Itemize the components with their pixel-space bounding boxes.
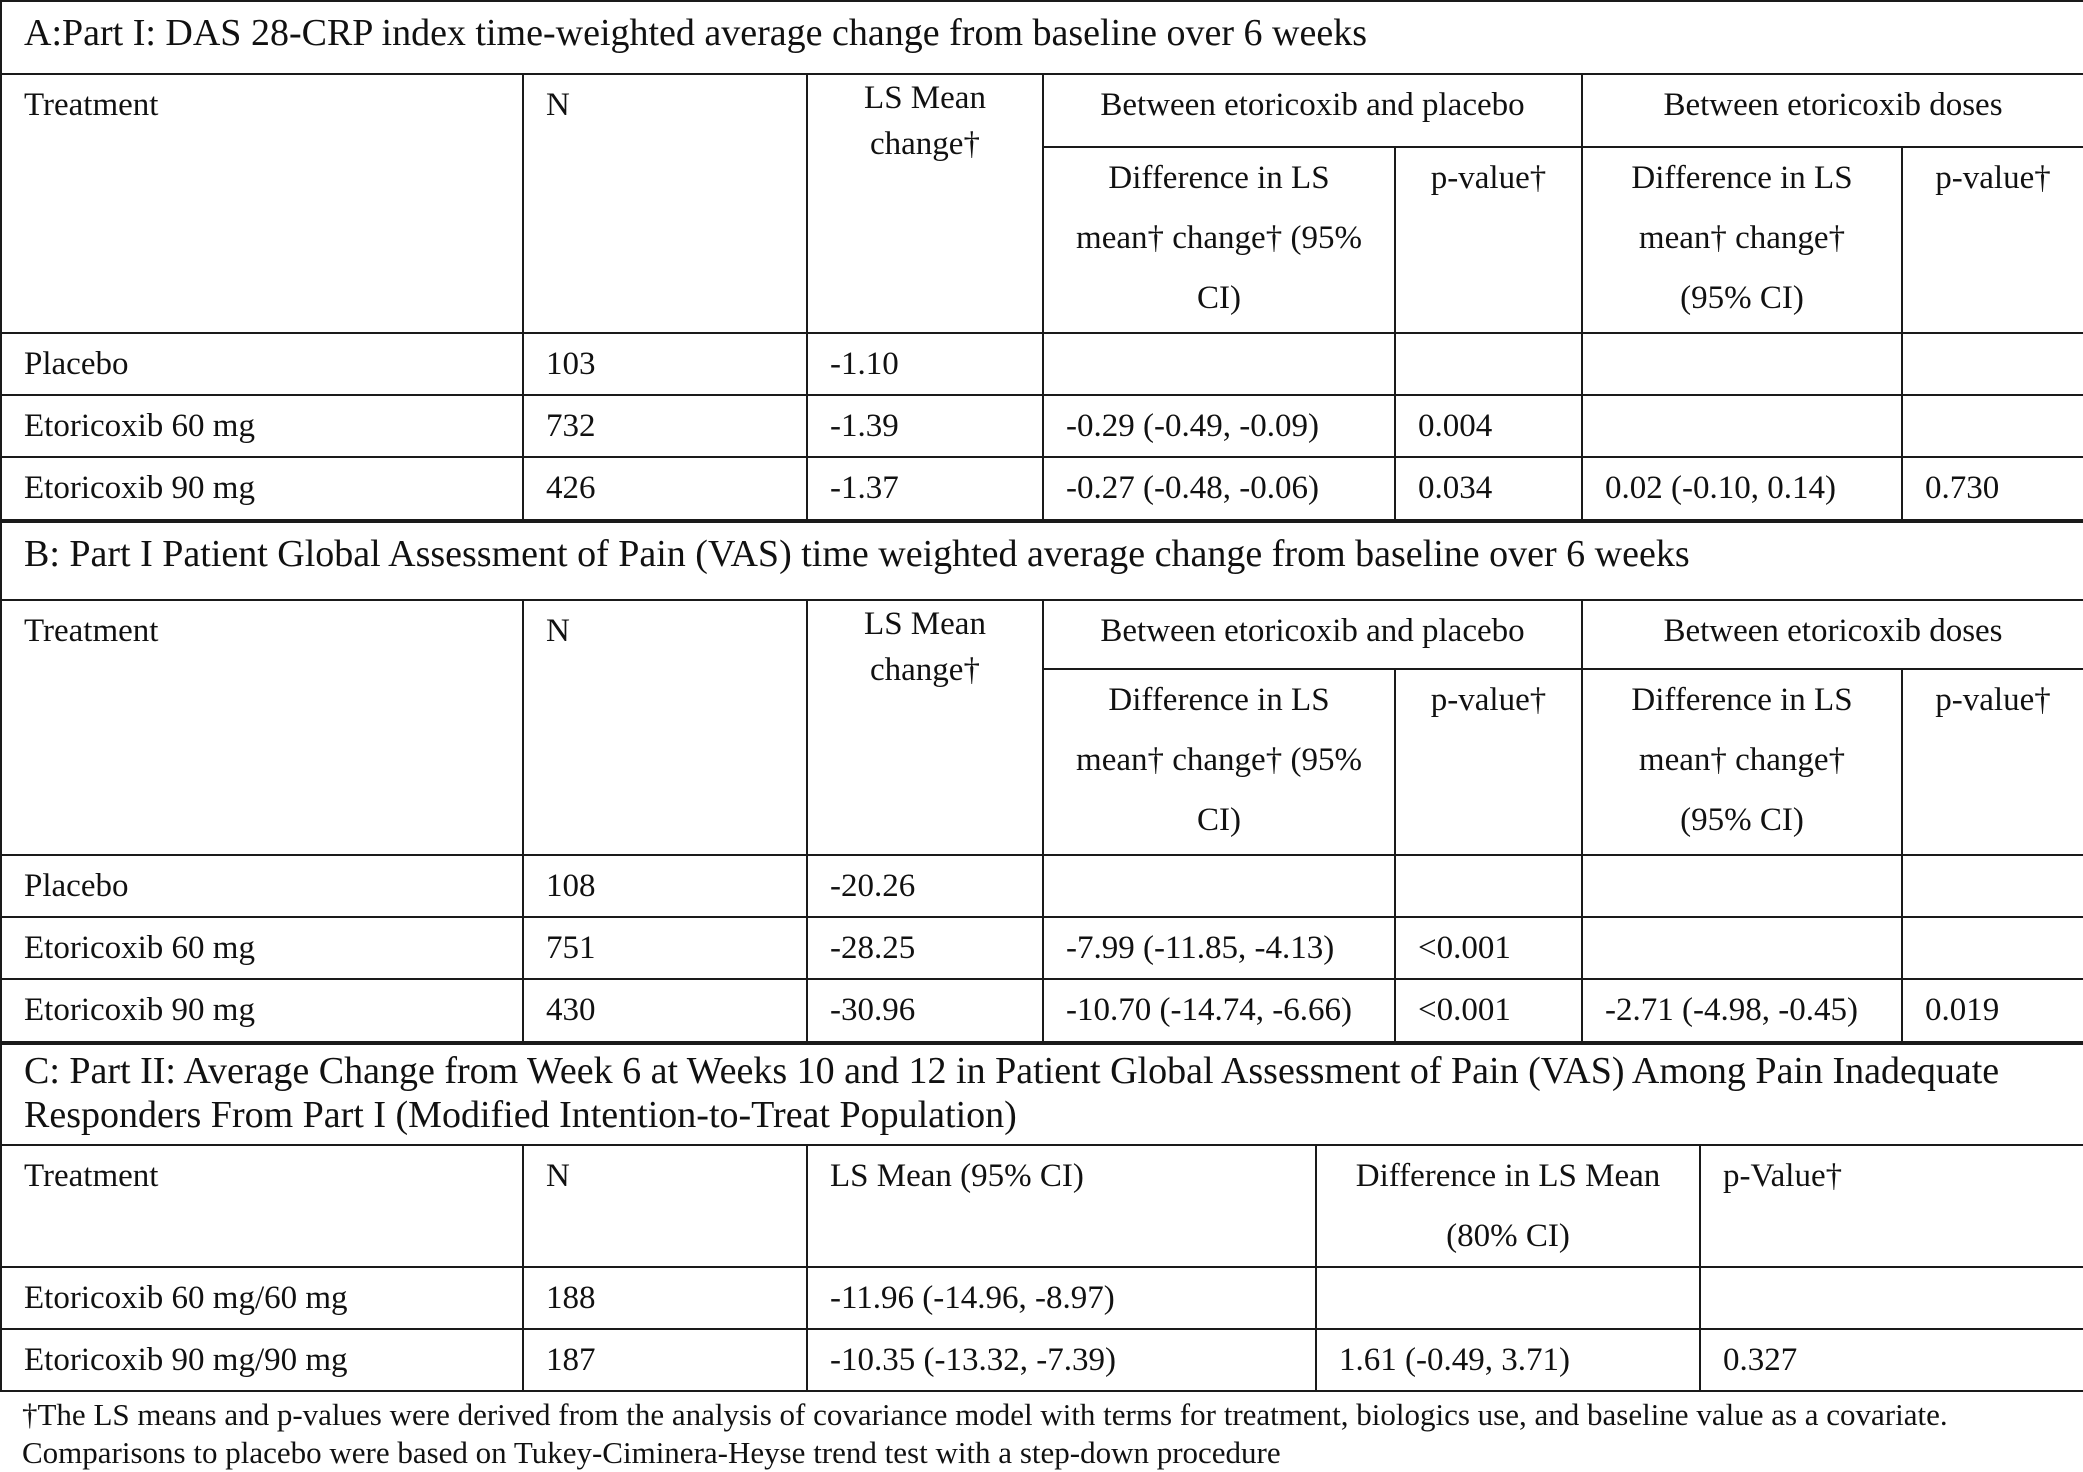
table-row <box>1 395 2083 457</box>
header-n: N <box>523 600 807 855</box>
header-diff2: Difference in LS mean† change† (95% CI) <box>1582 147 1902 333</box>
cell-n: 187 <box>523 1329 807 1391</box>
header-treatment: Treatment <box>1 1145 523 1267</box>
table-row <box>1 1329 2083 1391</box>
header-n: N <box>523 74 807 333</box>
section-title: B: Part I Patient Global Assessment of Pain (VAS) time weighted average change from baseline over 6 weeks <box>1 522 2083 600</box>
cell-p2: 0.019 <box>1902 979 2083 1042</box>
header-p2: p-value† <box>1902 147 2083 333</box>
cell-p1: 0.034 <box>1395 457 1582 520</box>
header-treatment: Treatment <box>1 600 523 855</box>
cell-p1 <box>1395 855 1582 917</box>
cell-ls: -30.96 <box>807 979 1043 1042</box>
section_a-table <box>0 0 2083 521</box>
cell-diff1: -10.70 (-14.74, -6.66) <box>1043 979 1395 1042</box>
cell-diff: 1.61 (-0.49, 3.71) <box>1316 1329 1700 1391</box>
table-row <box>1 917 2083 979</box>
section_c-table <box>0 1043 2083 1392</box>
table-row <box>1 457 2083 520</box>
header-diff1: Difference in LS mean† change† (95% CI) <box>1043 147 1395 333</box>
header-ls-mean: LS Mean (95% CI) <box>807 1145 1316 1267</box>
cell-diff2 <box>1582 395 1902 457</box>
cell-treatment: Placebo <box>1 855 523 917</box>
cell-treatment: Etoricoxib 90 mg <box>1 979 523 1042</box>
cell-ls: -1.10 <box>807 333 1043 395</box>
table-row <box>1 855 2083 917</box>
header-ls-mean: LS Mean change† <box>807 600 1043 855</box>
cell-ls: -11.96 (-14.96, -8.97) <box>807 1267 1316 1329</box>
table-row <box>1 979 2083 1042</box>
section-title: A:Part I: DAS 28-CRP index time-weighted average change from baseline over 6 weeks <box>1 1 2083 74</box>
header-p: p-Value† <box>1700 1145 2083 1267</box>
cell-p2 <box>1902 855 2083 917</box>
cell-diff <box>1316 1267 1700 1329</box>
cell-diff1: -0.29 (-0.49, -0.09) <box>1043 395 1395 457</box>
cell-p <box>1700 1267 2083 1329</box>
header-treatment: Treatment <box>1 74 523 333</box>
cell-n: 732 <box>523 395 807 457</box>
table-row <box>1 333 2083 395</box>
cell-treatment: Etoricoxib 90 mg/90 mg <box>1 1329 523 1391</box>
cell-p2 <box>1902 917 2083 979</box>
cell-ls: -1.39 <box>807 395 1043 457</box>
cell-treatment: Placebo <box>1 333 523 395</box>
cell-ls: -10.35 (-13.32, -7.39) <box>807 1329 1316 1391</box>
cell-n: 188 <box>523 1267 807 1329</box>
header-between-doses: Between etoricoxib doses <box>1582 600 2083 669</box>
cell-n: 751 <box>523 917 807 979</box>
cell-treatment: Etoricoxib 60 mg <box>1 917 523 979</box>
cell-diff1: -7.99 (-11.85, -4.13) <box>1043 917 1395 979</box>
cell-p: 0.327 <box>1700 1329 2083 1391</box>
cell-ls: -28.25 <box>807 917 1043 979</box>
header-p1: p-value† <box>1395 147 1582 333</box>
section-title: C: Part II: Average Change from Week 6 at Weeks 10 and 12 in Patient Global Assessment of Pain (VAS) Among Pain Inadequate Responders From Part I (Modified Intention-to-Treat Population) <box>1 1044 2083 1145</box>
header-n: N <box>523 1145 807 1267</box>
header-diff1: Difference in LS mean† change† (95% CI) <box>1043 669 1395 855</box>
cell-diff1 <box>1043 333 1395 395</box>
cell-n: 430 <box>523 979 807 1042</box>
cell-diff1 <box>1043 855 1395 917</box>
header-between-doses: Between etoricoxib doses <box>1582 74 2083 147</box>
cell-diff2 <box>1582 917 1902 979</box>
cell-p2 <box>1902 395 2083 457</box>
header-between-placebo: Between etoricoxib and placebo <box>1043 74 1582 147</box>
cell-p1: <0.001 <box>1395 979 1582 1042</box>
cell-n: 103 <box>523 333 807 395</box>
cell-p2: 0.730 <box>1902 457 2083 520</box>
cell-diff2: 0.02 (-0.10, 0.14) <box>1582 457 1902 520</box>
cell-diff2: -2.71 (-4.98, -0.45) <box>1582 979 1902 1042</box>
header-ls-mean: LS Mean change† <box>807 74 1043 333</box>
header-diff: Difference in LS Mean (80% CI) <box>1316 1145 1700 1267</box>
cell-ls: -20.26 <box>807 855 1043 917</box>
cell-p1: 0.004 <box>1395 395 1582 457</box>
header-p2: p-value† <box>1902 669 2083 855</box>
cell-n: 108 <box>523 855 807 917</box>
cell-diff2 <box>1582 855 1902 917</box>
header-diff2: Difference in LS mean† change† (95% CI) <box>1582 669 1902 855</box>
cell-p1: <0.001 <box>1395 917 1582 979</box>
cell-p1 <box>1395 333 1582 395</box>
header-p1: p-value† <box>1395 669 1582 855</box>
cell-ls: -1.37 <box>807 457 1043 520</box>
section_b-table <box>0 521 2083 1043</box>
footnote: †The LS means and p-values were derived from the analysis of covariance model with terms for treatment, biologics use, and baseline value as a covariate. Comparisons to placebo were based on Tukey-Ciminera-Heyse trend test with a step-down procedure <box>22 1397 1948 1470</box>
cell-diff2 <box>1582 333 1902 395</box>
cell-n: 426 <box>523 457 807 520</box>
cell-p2 <box>1902 333 2083 395</box>
cell-treatment: Etoricoxib 60 mg <box>1 395 523 457</box>
cell-treatment: Etoricoxib 60 mg/60 mg <box>1 1267 523 1329</box>
cell-diff1: -0.27 (-0.48, -0.06) <box>1043 457 1395 520</box>
table-row <box>1 1267 2083 1329</box>
header-between-placebo: Between etoricoxib and placebo <box>1043 600 1582 669</box>
cell-treatment: Etoricoxib 90 mg <box>1 457 523 520</box>
